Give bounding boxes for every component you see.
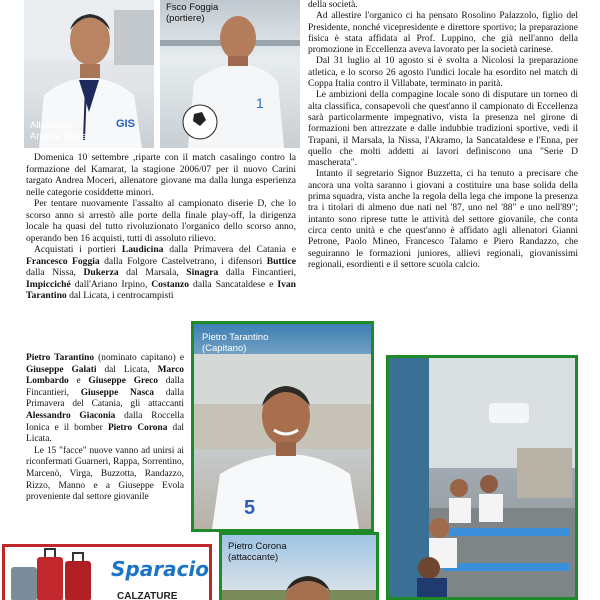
team-scene xyxy=(389,358,575,597)
captain-caption-role: (Capitano) xyxy=(202,343,247,354)
ad-brand: Sparacio xyxy=(111,557,210,581)
captain-photo xyxy=(191,321,374,532)
coach-photo xyxy=(24,0,154,148)
right-para-1: Ad allestire l'organico ci ha pensato Rosolino Palazzolo, figlio del Presidente, nonché vicepresidente e direttore sportivo; la preparazione fisica è stata affidata al Prof. Luppino, che già nell'anno della promozione in Eccellenza aveva lavorato per la società carinese. xyxy=(308,11,578,56)
right-para-3: Le ambizioni della compagine locale sono di disputare un torneo di alta classifica, consapevoli che quest'anno il campionato di Eccellenza sarà particolarmente impegnativo, vista la presenza nel girone di formazioni ben attrezzate e dalle indubbie tradizioni sportive, vedi il Trapani, il Marsala, la Nissa, l'Akramo, la Sancataldese e l'Enna, per quello che molti addetti ai lavori definiscono una "Serie D mascherata". xyxy=(308,90,578,169)
goalkeeper-caption-name: Fsco Foggia xyxy=(166,2,219,13)
goalkeeper-photo xyxy=(160,0,300,148)
right-line-0: della società. xyxy=(308,0,358,10)
left-para-3-continued: Pietro Tarantino (nominato capitano) e Giuseppe Galati dal Licata, Marco Lombardo e Giuseppe Greco dalla Fincantieri, Giuseppe Nasca dalla Primavera del Catania, gli attaccanti Alessandro Giaconia dalla Roccella Ionica e il bomber Pietro Corona dal Licata. xyxy=(26,353,184,445)
captain-figure xyxy=(194,324,371,529)
striker-photo xyxy=(219,532,379,600)
captain-caption-name: Pietro Tarantino xyxy=(202,332,269,343)
left-para-3: Acquistati i portieri Laudicina dalla Primavera del Catania e Francesco Foggia dalla Folgore Castelvetrano, i difensori Buttice dalla Nissa, Dukerza dal Marsala, Sinagra dalla Fincantieri, Impicciché dall'Ariano Irpino, Costanzo dalla Sancataldese e Ivan Tarantino dal Licata, i centrocampisti xyxy=(26,244,297,301)
left-para-2: Per tentare nuovamente l'assalto al campionato diserie D, che lo scorso anno si arrestò alle porte della finale play-off, la dirigenza locale ha quasi del tutto rivoluzionato l'organico dello scorso anno, operando ben 16 acquisti, tutti di assoluto rilievo. xyxy=(26,198,296,244)
left-para-4: Le 15 "facce" nuove vanno ad unirsi ai riconfermati Guarneri, Rappa, Sorrentino, Marcenò, Virga, Buzzotta, Randazzo, Rizzo, Manno e a Giuseppe Evola proveniente dal settore giovanile xyxy=(26,445,184,503)
left-narrow-text xyxy=(26,353,184,504)
goalkeeper-caption-role: (portiere) xyxy=(166,13,205,24)
sparacio-ad xyxy=(2,544,212,600)
left-column-text xyxy=(26,152,296,302)
team-photo xyxy=(386,355,578,600)
right-para-2: Dal 31 luglio al 10 agosto si è svolta a Nicolosi la preparazione atletica, e lo scorso 26 agosto l'undici locale ha esordito nel match di Coppa Italia contro il Villabate, terminato in parità. xyxy=(308,56,578,90)
shirt-number-icon: 5 xyxy=(244,497,256,519)
coach-caption xyxy=(30,120,92,142)
ad-tagline: CALZATURE xyxy=(117,591,178,600)
coach-caption-name: Andrea Moceri xyxy=(30,131,92,142)
striker-caption xyxy=(228,541,287,563)
svg-text:1: 1 xyxy=(256,95,264,111)
left-para-1: Domenica 10 settembre ,riparte con il match casalingo contro la formazione del Kamarat, la stagione 2006/07 per il nuovo Carini targato Andrea Moceri, allenatore giovane ma dalla lunga esperienza nelle categorie cosiddette minori. xyxy=(26,152,296,198)
goalkeeper-caption xyxy=(166,2,218,24)
right-column-text xyxy=(308,0,578,271)
shirt-badge: GIS xyxy=(116,118,135,130)
striker-caption-name: Pietro Corona xyxy=(228,541,287,552)
luggage-icon xyxy=(7,547,107,600)
coach-caption-role: Allenatore xyxy=(30,120,73,131)
striker-caption-role: (attaccante) xyxy=(228,552,279,563)
captain-caption xyxy=(202,332,268,354)
right-para-4: Intanto il segretario Signor Buzzetta, ci ha tenuto a precisare che ancora una volta saranno i giovani a costituire una base solida della prima squadra, vista anche la regola della lega che impone la presenza tra i titolari di almeno due nati nel '87, uno nel '88" e uno nell'89"; intanto sono riprese tutte le attività del settore giovanile, che conta circa cento unità e che quest'anno è affidato agli allenatori Gianni Petrone, Paolo Mineo, Francesco Talamo e Piero Randazzo, che seguiranno le formazioni juniores, allievi regionali, giovanissimi regionali, esordienti e il settore scuola calcio. xyxy=(308,169,578,270)
